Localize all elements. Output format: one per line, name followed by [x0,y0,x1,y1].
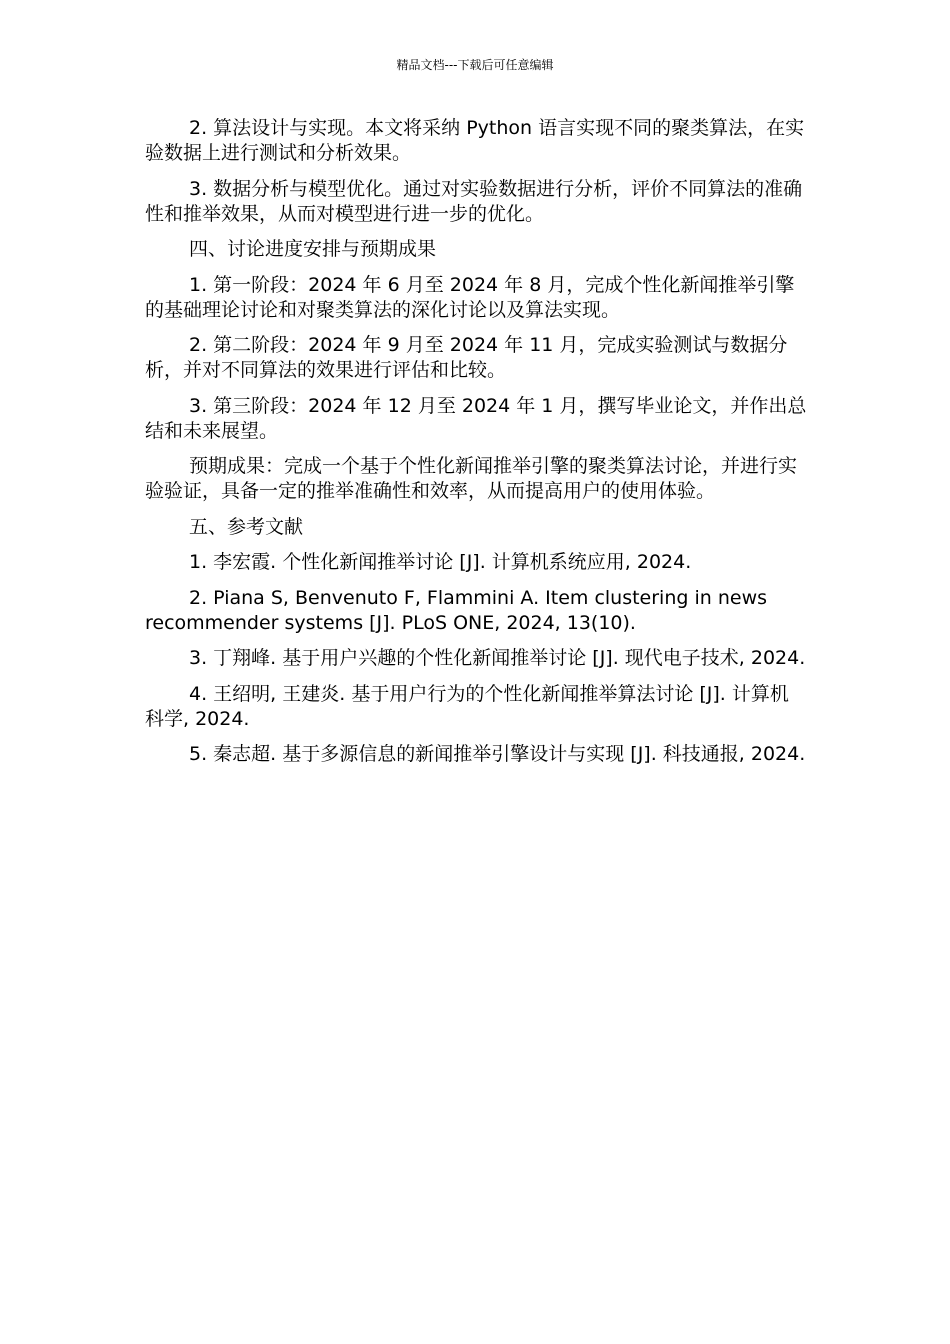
reference-item-1: 1. 李宏霞. 个性化新闻推举讨论 [J]. 计算机系统应用, 2024. [189,551,692,573]
section-heading-schedule: 四、讨论进度安排与预期成果 [189,238,437,260]
paragraph-expected-results: 预期成果：完成一个基于个性化新闻推举引擎的聚类算法讨论，并进行实验验证，具备一定的推举准确性和效率，从而提高用户的使用体验。 [145,455,798,502]
paragraph-phase-1: 1. 第一阶段：2024 年 6 月至 2024 年 8 月，完成个性化新闻推举引擎的基础理论讨论和对聚类算法的深化讨论以及算法实现。 [145,273,795,321]
paragraph-data-analysis: 3. 数据分析与模型优化。通过对实验数据进行分析，评价不同算法的准确性和推举效果，从而对模型进行进一步的优化。 [145,177,803,225]
paragraph-phase-2: 2. 第二阶段：2024 年 9 月至 2024 年 11 月，完成实验测试与数据分析，并对不同算法的效果进行评估和比较。 [145,334,788,381]
paragraph-algorithm-design: 2. 算法设计与实现。本文将采纳 Python 语言实现不同的聚类算法，在实验数据上进行测试和分析效果。 [145,117,805,164]
document-body [145,116,807,778]
reference-item-3: 3. 丁翔峰. 基于用户兴趣的个性化新闻推举讨论 [J]. 现代电子技术, 2024. [189,647,806,669]
paragraph-phase-3: 3. 第三阶段：2024 年 12 月至 2024 年 1 月，撰写毕业论文，并作出总结和未来展望。 [145,394,807,442]
reference-item-4: 4. 王绍明, 王建炎. 基于用户行为的个性化新闻推举算法讨论 [J]. 计算机科学, 2024. [145,682,789,730]
page-header: 精品文档---下载后可任意编辑 [396,58,554,72]
reference-item-2: 2. Piana S, Benvenuto F, Flammini A. Item clustering in news recommender systems [J]. PLoS ONE, 2024, 13(10). [145,586,768,634]
reference-item-5: 5. 秦志超. 基于多源信息的新闻推举引擎设计与实现 [J]. 科技通报, 2024. [189,743,806,765]
section-heading-references: 五、参考文献 [189,515,304,538]
